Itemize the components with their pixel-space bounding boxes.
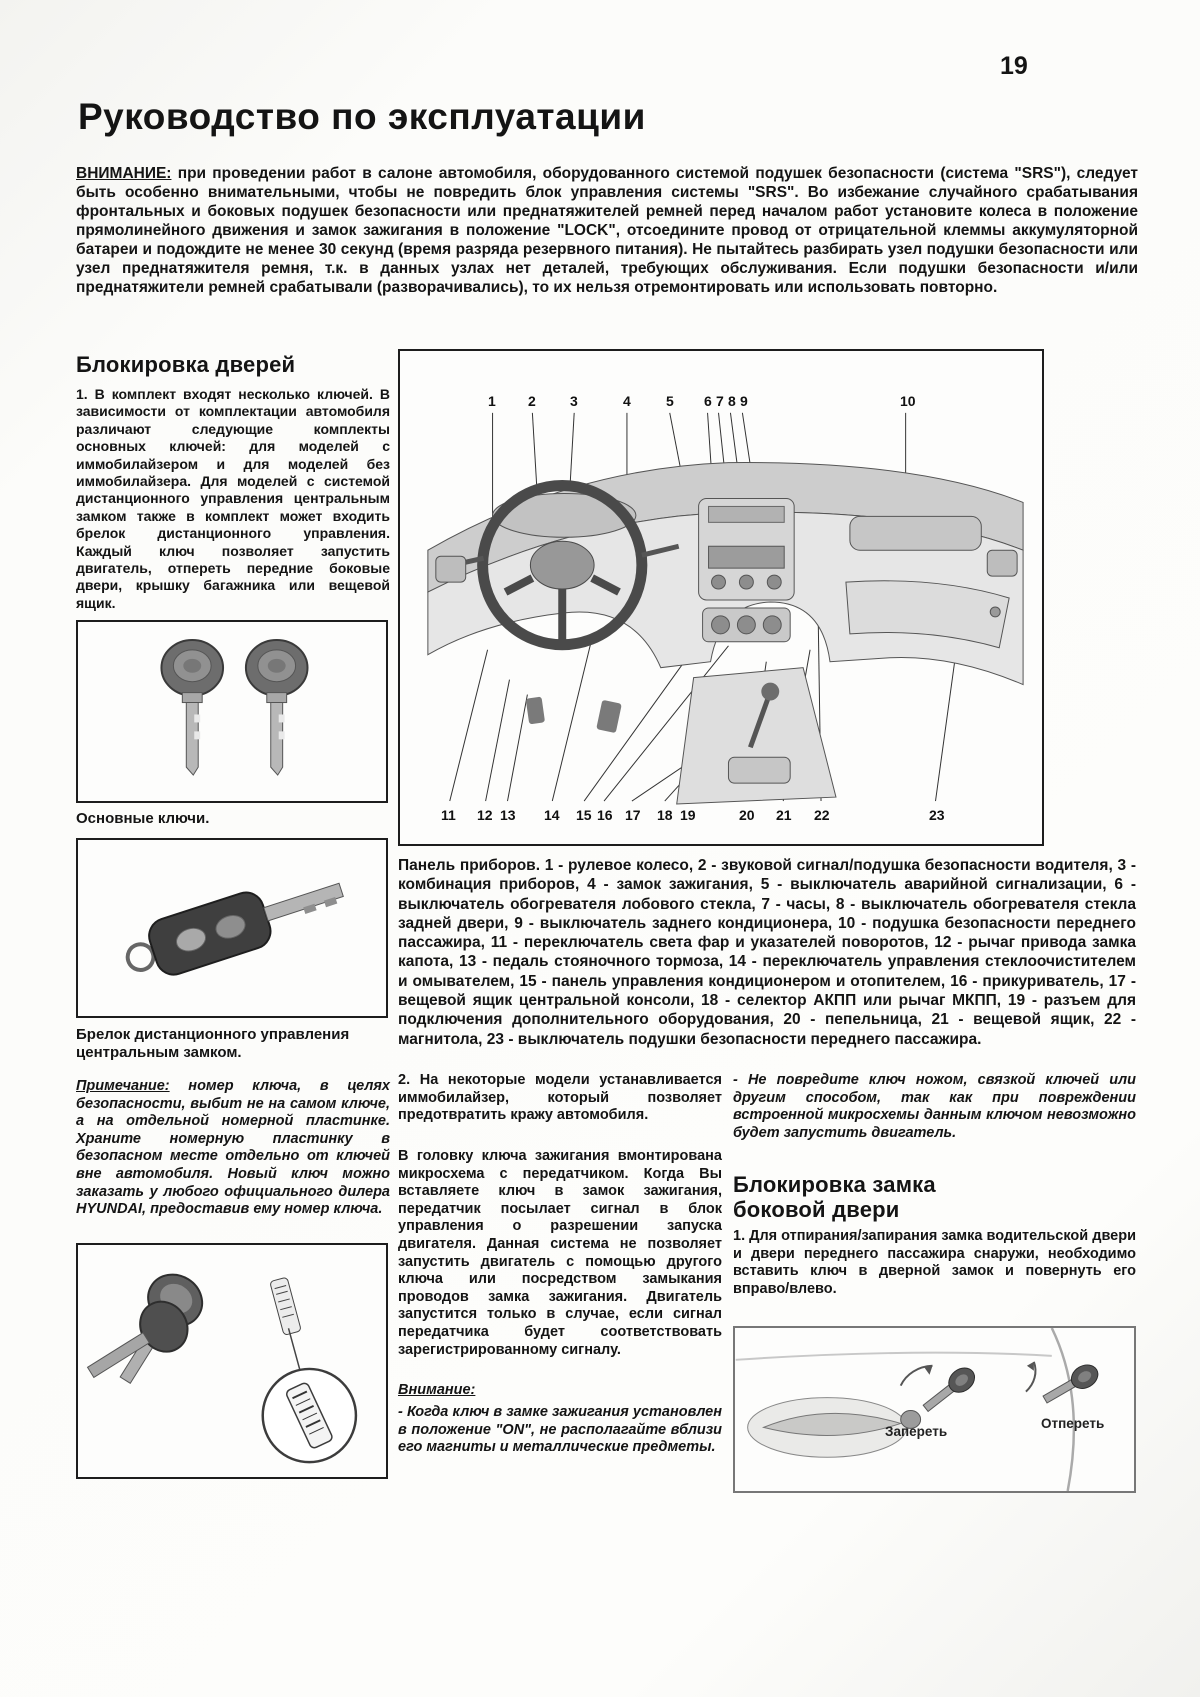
callout-21: 21 — [776, 807, 792, 823]
page-number: 19 — [1000, 52, 1028, 80]
callout-3: 3 — [570, 393, 578, 409]
callout-5: 5 — [666, 393, 674, 409]
callout-22: 22 — [814, 807, 830, 823]
warning-text: при проведении работ в салоне автомобиля, оборудованного системой подушек безопасности (система "SRS"), следует быть особенно внимательными, чтобы не повредить блок управления системы "SRS". Во избежание случайного срабатывания фронтальных и боковых подушек безопасности или преднатяжителей ремней перед началом работ установите колеса в положение прямолинейного движения и замок зажигания в положение "LOCK", отсоедините провод от отрицательной клеммы аккумуляторной батареи и подождите не менее 30 секунд (время разряда резервного питания). Не пытайтесь разбирать узел подушки безопасности или узел преднатяжителя ремня, т.к. в данных узлах нет деталей, требующих обслуживания. Если подушки безопасности и/или преднатяжители ремней срабатывали (разворачивались), то их нельзя отремонтировать или использовать повторно. — [76, 165, 1138, 296]
gear-knob — [761, 683, 779, 701]
callout-16: 16 — [597, 807, 613, 823]
callout-13: 13 — [500, 807, 516, 823]
key-unlock — [1040, 1360, 1103, 1409]
callout-6: 6 — [704, 393, 712, 409]
callout-12: 12 — [477, 807, 493, 823]
door-locking-paragraph-1: 1. В комплект входят несколько ключей. В зависимости от комплектации автомобиля различают следующие комплекты основных ключей: для моделей с иммобилайзером и для моделей без иммобилайзера. Для моделей с системой дистанционного управления центральным замком также в комплект может входить брелок дистанционного управления. Каждый ключ позволяет запустить двигатель, отпереть передние боковые двери, крышку багажника или вещевой ящик. — [76, 386, 390, 611]
key-damage-note: - Не повредите ключ ножом, связкой ключей или другим способом, так как при повреждении встроенной микросхемы данным ключом невозможно будет запустить двигатель. — [733, 1072, 1136, 1141]
tagged-key-2 — [78, 1293, 197, 1395]
door-unlock-label: Отпереть — [1041, 1416, 1105, 1431]
callout-17: 17 — [625, 807, 641, 823]
dashboard-diagram — [398, 349, 1044, 846]
section-heading-door-locking: Блокировка дверей — [76, 352, 296, 377]
passenger-airbag — [850, 516, 981, 550]
callout-9: 9 — [740, 393, 748, 409]
main-keys-image — [76, 620, 388, 803]
door-lock-label: Запереть — [885, 1424, 948, 1439]
key-right — [246, 640, 308, 775]
warning-paragraph — [76, 164, 1138, 297]
note-text: номер ключа, в целях безопасности, выбит не на самом ключе, а на отдельной номерной пластинке. Храните номерную пластинку в безопасном месте отдельно от ключей вне автомобиля. Новый ключ можно заказать у любого официального дилера HYUNDAI, предоставив ему номер ключа. — [76, 1078, 390, 1218]
callout-1: 1 — [488, 393, 496, 409]
attention-item: - Когда ключ в замке зажигания установлен в положение "ON", не располагайте вблизи его магниты и металлические предметы. — [398, 1404, 722, 1456]
callout-18: 18 — [657, 807, 673, 823]
callout-2: 2 — [528, 393, 536, 409]
door-handle-image — [733, 1326, 1136, 1493]
note-label: Примечание: — [76, 1078, 170, 1094]
key-number-note — [76, 1078, 390, 1219]
callout-4: 4 — [623, 393, 631, 409]
callout-10: 10 — [900, 393, 916, 409]
key-left — [161, 640, 223, 775]
attention-label: Внимание: — [398, 1382, 476, 1398]
callout-15: 15 — [576, 807, 592, 823]
door-handle-illustration — [735, 1328, 1134, 1491]
callout-23: 23 — [929, 807, 945, 823]
section-heading-side-door-lock: Блокировка замка боковой двери — [733, 1172, 936, 1222]
side-door-lock-paragraph: 1. Для отпирания/запирания замка водительской двери и двери переднего пассажира снаружи, необходимо вставить ключ в дверной замок и повернуть его вправо/влево. — [733, 1228, 1136, 1297]
callout-20: 20 — [739, 807, 755, 823]
main-keys-caption: Основные ключи. — [76, 810, 210, 827]
callout-14: 14 — [544, 807, 560, 823]
immobilizer-paragraph-1: 2. На некоторые модели устанавливается иммобилайзер, который позволяет предотвратить кражу автомобиля. — [398, 1072, 722, 1124]
number-plate-small — [270, 1277, 302, 1335]
remote-fob-image — [76, 838, 388, 1018]
callout-8: 8 — [728, 393, 736, 409]
remote-fob-caption: Брелок дистанционного управления центральным замком. — [76, 1026, 350, 1061]
immobilizer-paragraph-2: В головку ключа зажигания вмонтирована микросхема с передатчиком. Когда Вы вставляете ключ в замок зажигания, передатчик посылает сигнал в блок управления о разрешении запуска двигателя. Данная система не позволяет запустить двигатель с помощью другого ключа или посредством замыкания проводов замка зажигания. Двигатель запустится только в случае, если сигнал передатчика будет соответствовать зарегистрированному сигналу. — [398, 1148, 722, 1358]
warning-label: ВНИМАНИЕ: — [76, 165, 172, 182]
dashboard-caption: Панель приборов. 1 - рулевое колесо, 2 - звуковой сигнал/подушка безопасности водителя, 3 - комбинация приборов, 4 - замок зажигания, 5 - выключатель аварийной сигнализации, 6 - выключатель обогревателя лобового стекла, 7 - часы, 8 - выключатель обогревателя стекла задней двери, 9 - выключатель заднего кондиционера, 10 - подушка безопасности переднего пассажира, 11 - переключатель света фар и указателей поворотов, 12 - рычаг привода замка капота, 13 - педаль стояночного тормоза, 14 - переключатель управления стеклоочистителем и омывателем, 15 - панель управления кондиционером и отопителем, 16 - прикуриватель, 17 - вещевой ящик центральной консоли, 18 - селектор АКПП или рычаг МКПП, 19 - разъем для подключения дополнительного оборудования, 20 - пепельница, 21 - вещевой ящик, 22 - магнитола, 23 - выключатель подушки безопасности переднего пассажира. — [398, 857, 1136, 1048]
page-title: Руководство по эксплуатации — [78, 96, 646, 137]
callout-11: 11 — [441, 807, 456, 823]
remote-fob-illustration — [78, 840, 386, 1016]
main-keys-illustration — [78, 622, 386, 801]
callout-19: 19 — [680, 807, 696, 823]
key-number-plate-image — [76, 1243, 388, 1479]
dashboard-illustration — [400, 351, 1042, 844]
callout-7: 7 — [716, 393, 724, 409]
key-number-plate-illustration — [78, 1245, 386, 1477]
